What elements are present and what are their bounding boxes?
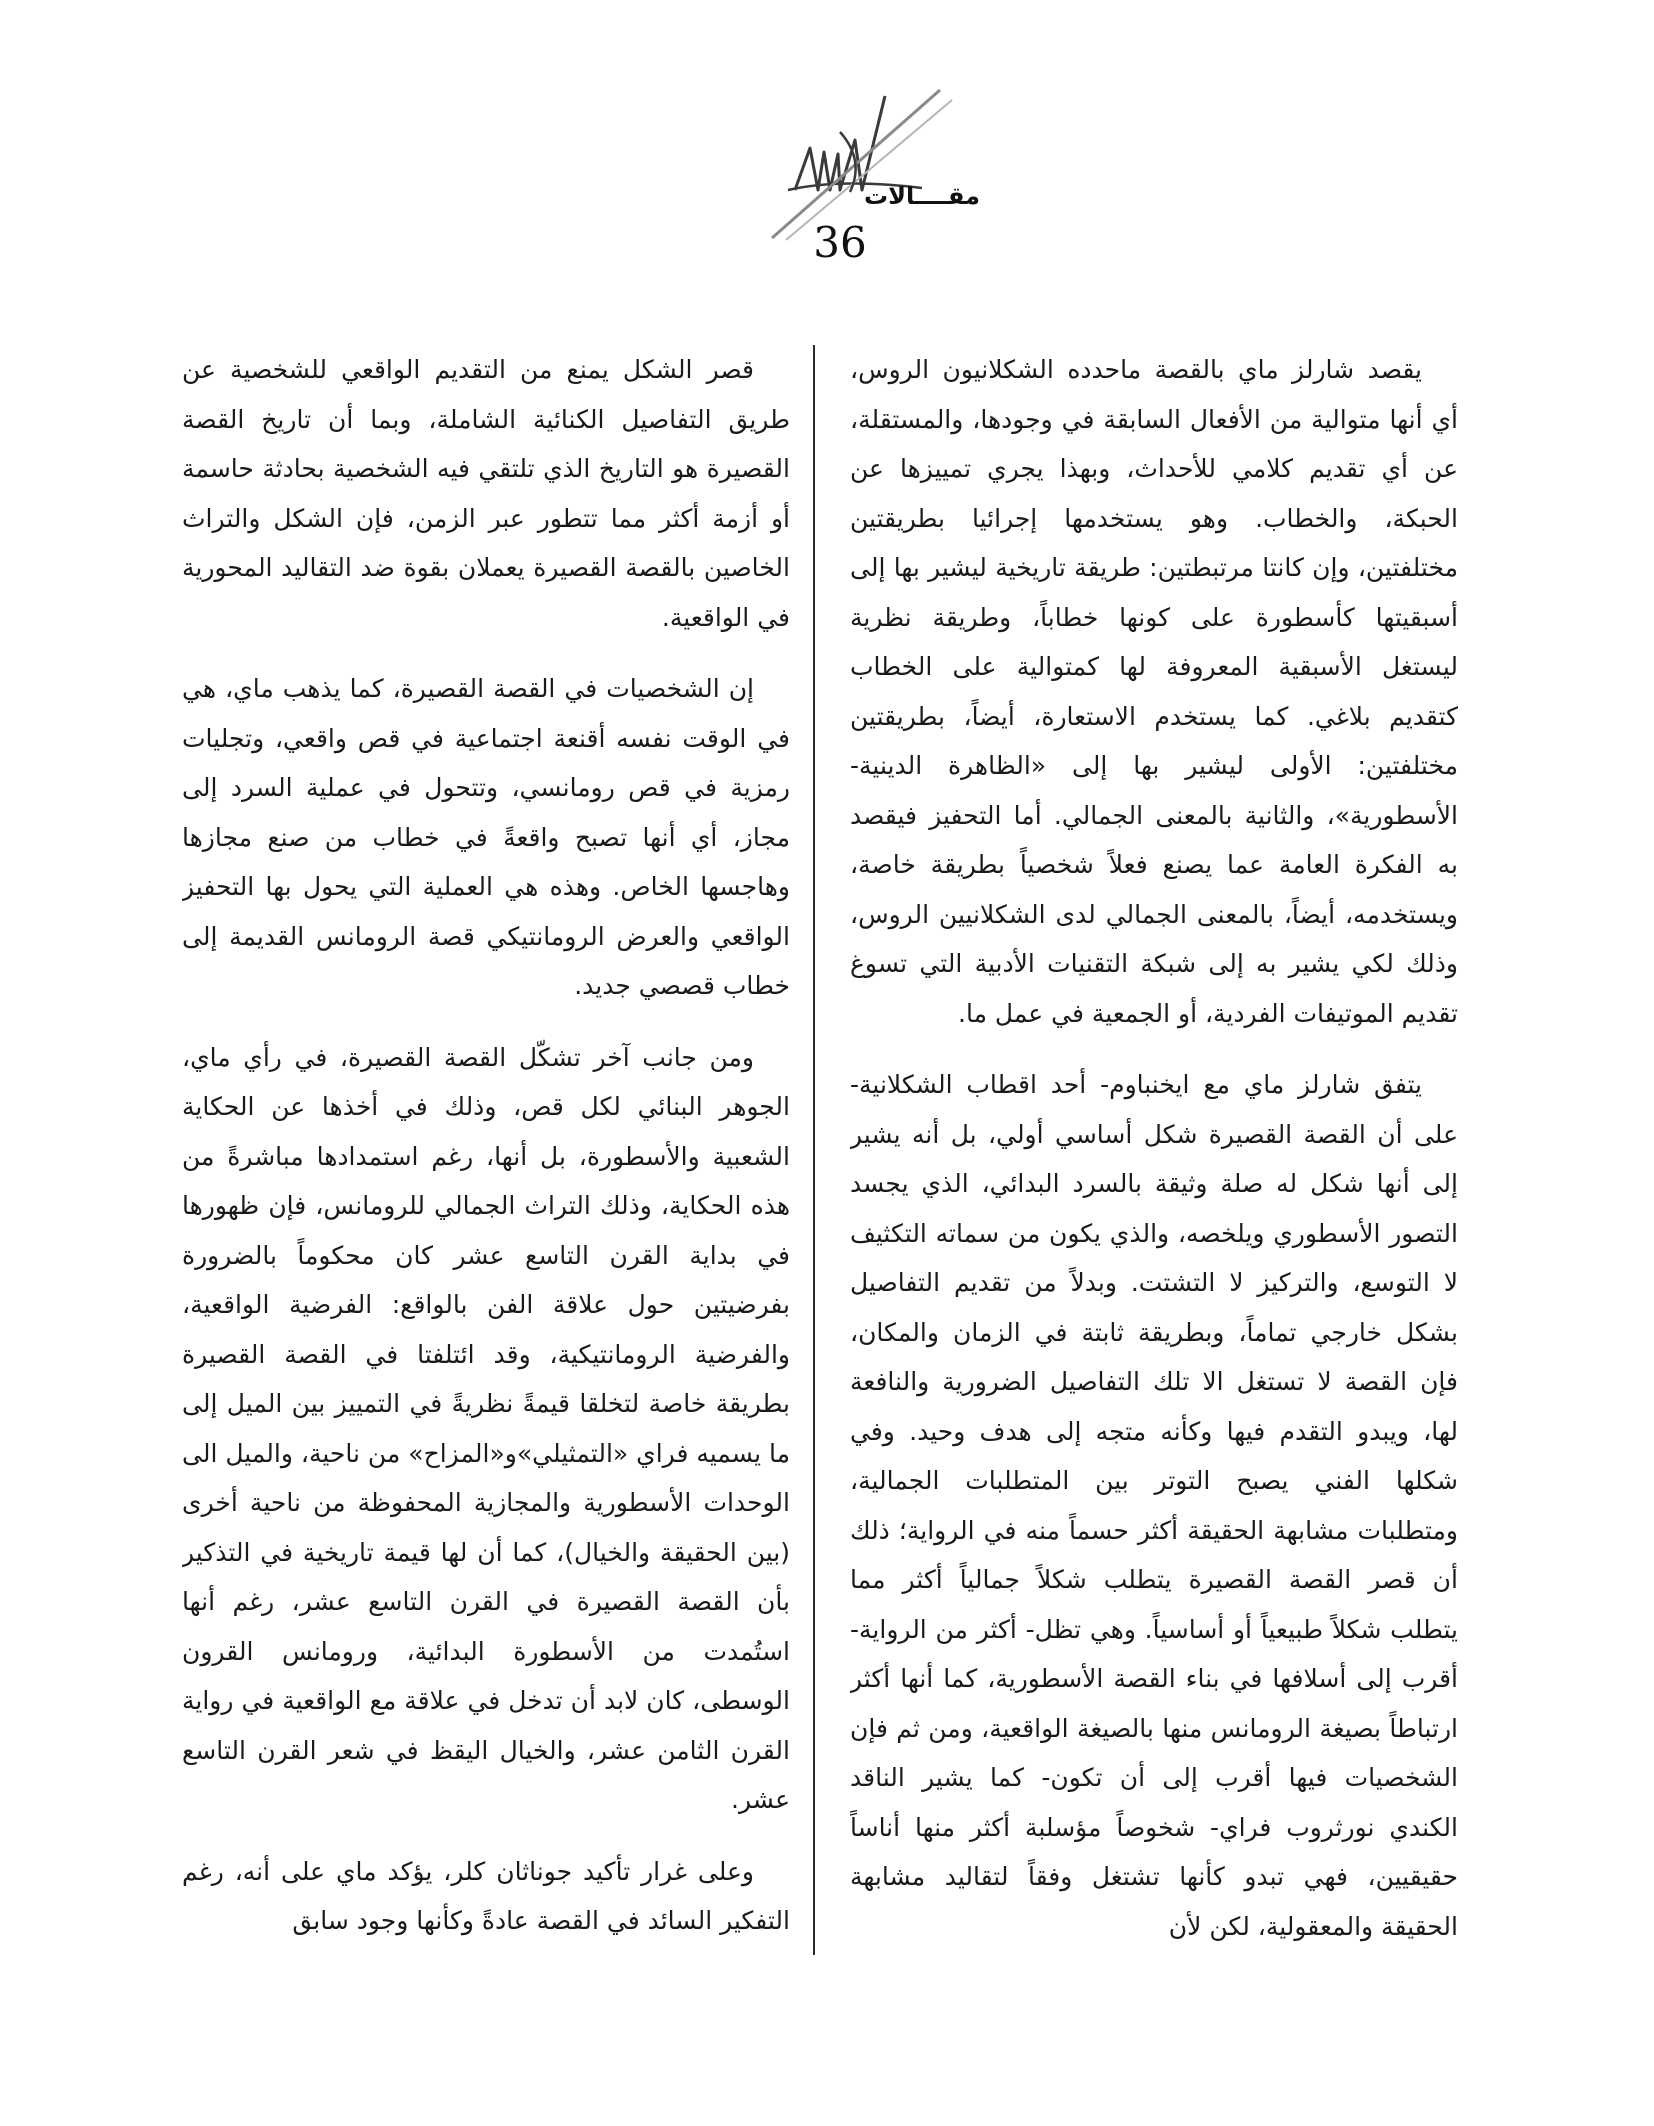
article-column-right [850, 345, 1458, 1965]
paragraph: قصر الشكل يمنع من التقديم الواقعي للشخصية عن طريق التفاصيل الكنائية الشاملة، وبما أن تاريخ القصة القصيرة هو التاريخ الذي تلتقي فيه الشخصية بحادثة حاسمة أو أزمة أكثر مما تتطور عبر الزمن، فإن الشكل والتراث الخاصين بالقصة القصيرة يعملان بقوة ضد التقاليد المحورية في الواقعية. [182, 355, 790, 632]
paragraph: يتفق شارلز ماي مع ايخنباوم- أحد اقطاب الشكلانية- على أن القصة القصيرة شكل أساسي أولي، بل أنه يشير إلى أنها شكل له صلة وثيقة بالسرد البدائي، الذي يجسد التصور الأسطوري ويلخصه، والذي يكون من سماته التكثيف لا التوسع، والتركيز لا التشتت. وبدلاً من تقديم التفاصيل بشكل خارجي تماماً، وبطريقة ثابتة في الزمان والمكان، فإن القصة لا تستغل الا تلك التفاصيل الضرورية والنافعة لها، ويبدو التقدم فيها وكأنه متجه إلى هدف وحيد. وفي شكلها الفني يصبح التوتر بين المتطلبات الجمالية، ومتطلبات مشابهة الحقيقة أكثر حسماً منه في الرواية؛ ذلك أن قصر القصة القصيرة يتطلب شكلاً جمالياً أكثر مما يتطلب شكلاً طبيعياً أو أساسياً. وهي تظل- أكثر من الرواية- أقرب إلى أسلافها في بناء القصة الأسطورية، كما أنها أكثر ارتباطاً بصيغة الرومانس منها بالصيغة الواقعية، ومن ثم فإن الشخصيات فيها أقرب إلى أن تكون- كما يشير الناقد الكندي نورثروب فراي- شخوصاً مؤسلبة أكثر منها أناساً حقيقيين، فهي تبدو كأنها تشتغل وفقاً لتقاليد مشابهة الحقيقة والمعقولية، لكن لأن [850, 1070, 1458, 1941]
article-column-left [182, 345, 790, 1965]
paragraph: ومن جانب آخر تشكّل القصة القصيرة، في رأي ماي، الجوهر البنائي لكل قص، وذلك في أخذها عن الحكاية الشعبية والأسطورة، بل أنها، رغم استمدادها مباشرةً من هذه الحكاية، وذلك التراث الجمالي للرومانس، فإن ظهورها في بداية القرن التاسع عشر كان محكوماً بالضرورة بفرضيتين حول علاقة الفن بالواقع: الفرضية الواقعية، والفرضية الرومانتيكية، وقد ائتلفتا في القصة القصيرة بطريقة خاصة لتخلقا قيمةً نظريةً في التمييز بين الميل إلى ما يسميه فراي «التمثيلي»و«المزاح» من ناحية، والميل الى الوحدات الأسطورية والمجازية المحفوظة من ناحية أخرى (بين الحقيقة والخيال)، كما أن لها قيمة تاريخية في التذكير بأن القصة القصيرة في القرن التاسع عشر، رغم أنها استُمدت من الأسطورة البدائية، ورومانس القرون الوسطى، كان لابد أن تدخل في علاقة مع الواقعية في رواية القرن الثامن عشر، والخيال اليقظ في شعر القرن التاسع عشر. [182, 1042, 790, 1814]
paragraph: إن الشخصيات في القصة القصيرة، كما يذهب ماي، هي في الوقت نفسه أقنعة اجتماعية في قص واقعي، وتجليات رمزية في قص رومانسي، وتتحول في عملية السرد إلى مجاز، أي أنها تصبح واقعةً في خطاب من صنع مجازها وهاجسها الخاص. وهذه هي العملية التي يحول بها التحفيز الواقعي والعرض الرومانتيكي قصة الرومانس القديمة إلى خطاب قصصي جديد. [182, 674, 790, 1000]
paragraph: وعلى غرار تأكيد جوناثان كلر، يؤكد ماي على أنه، رغم التفكير السائد في القصة عادةً وكأنها وجود سابق [182, 1856, 790, 1935]
page-header [690, 90, 990, 267]
page-number: 36 [813, 218, 867, 267]
column-divider [813, 345, 815, 1955]
paragraph: يقصد شارلز ماي بالقصة ماحدده الشكلانيون الروس، أي أنها متوالية من الأفعال السابقة في وجودها، والمستقلة، عن أي تقديم كلامي للأحداث، وبهذا يجري تمييزها عن الحبكة، والخطاب. وهو يستخدمها إجرائيا بطريقتين مختلفتين، وإن كانتا مرتبطتين: طريقة تاريخية ليشير بها إلى أسبقيتها كأسطورة على كونها خطاباً، وطريقة نظرية ليستغل الأسبقية المعروفة لها كمتوالية على الخطاب كتقديم بلاغي. كما يستخدم الاستعارة، أيضاً، بطريقتين مختلفتين: الأولى ليشير بها إلى «الظاهرة الدينية- الأسطورية»، والثانية بالمعنى الجمالي. أما التحفيز فيقصد به الفكرة العامة عما يصنع فعلاً شخصياً بطريقة خاصة، ويستخدمه، أيضاً، بالمعنى الجمالي لدى الشكلانيين الروس، وذلك لكي يشير به إلى شبكة التقنيات الأدبية التي تسوغ تقديم الموتيفات الفردية، أو الجمعية في عمل ما. [850, 355, 1458, 1028]
section-label: مقــــالات [864, 182, 980, 210]
